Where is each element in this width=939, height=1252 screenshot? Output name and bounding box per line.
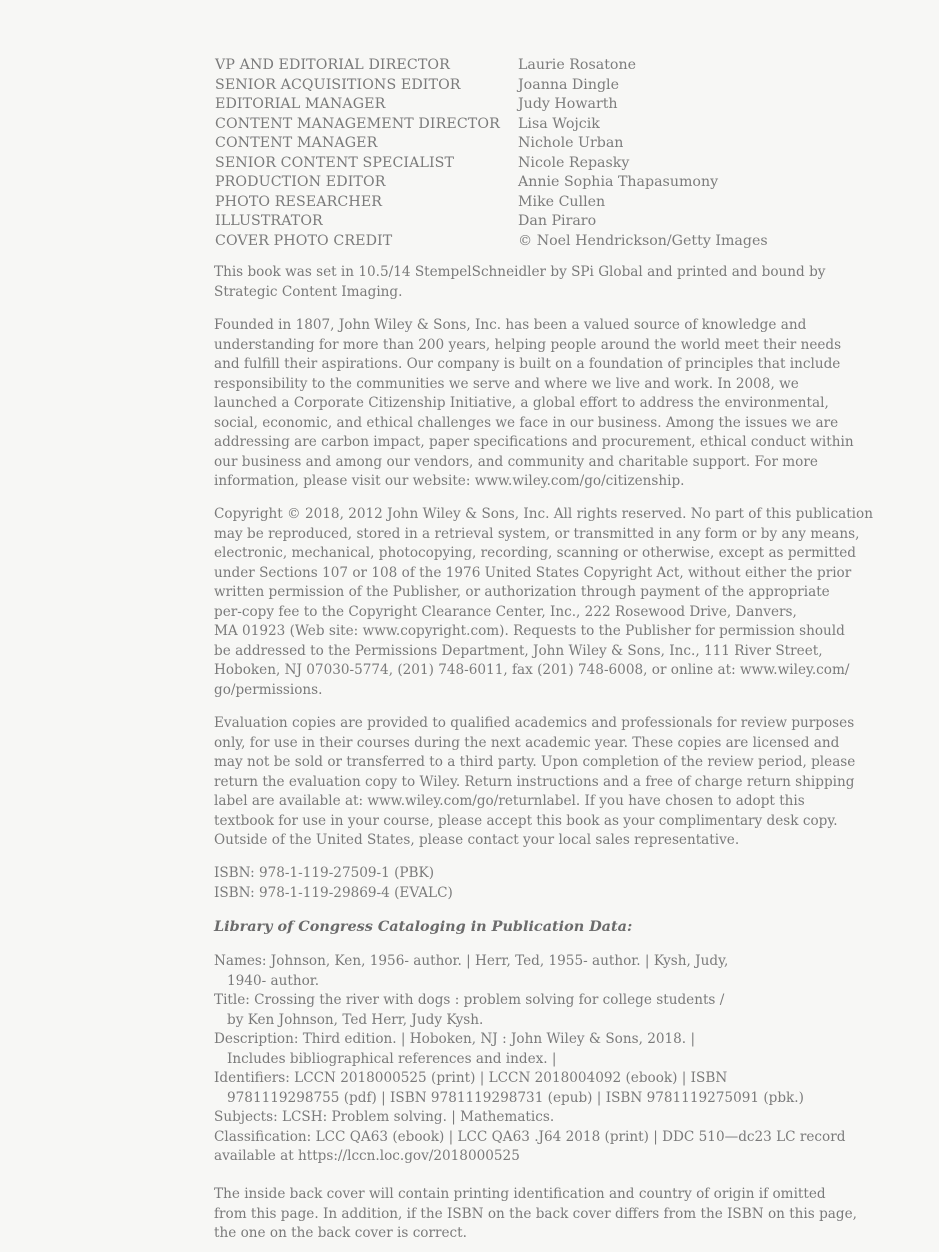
text-line: be addressed to the Permissions Department, John Wiley & Sons, Inc., 111 River Street, [214,642,823,659]
text-line: under Sections 107 or 108 of the 1976 United States Copyright Act, without either the prior [214,564,852,581]
cip-line: Description: Third edition. | Hoboken, NJ : John Wiley & Sons, 2018. | [214,1031,696,1047]
cip-line: Subjects: LCSH: Problem solving. | Mathematics. [214,1109,555,1125]
credit-name: Annie Sophia Thapasumony [518,174,719,190]
text-line: MA 01923 (Web site: www.copyright.com). Requests to the Publisher for permission should [214,623,845,639]
text-line: addressing are carbon impact, paper specifications and procurement, ethical conduct within [214,434,854,450]
back-cover-note [214,1185,857,1244]
text-line: the one on the back cover is correct. [214,1225,467,1241]
cip-line: 9781119298755 (pdf) | ISBN 9781119298731 (epub) | ISBN 9781119275091 (pbk.) [227,1089,804,1106]
credit-row [215,173,768,193]
cip-line: 1940- author. [227,972,320,989]
credit-name: © Noel Hendrickson/Getty Images [518,232,768,249]
isbn-line: ISBN: 978-1-119-29869-4 (EVALC) [214,884,453,901]
isbn-list [214,864,854,903]
credit-row [215,56,768,76]
text-line: social, economic, and ethical challenges we face in our business. Among the issues we are [214,414,839,431]
credit-row [215,193,768,213]
credit-name: Judy Howarth [518,96,618,112]
credit-row [215,232,768,252]
credit-role: COVER PHOTO CREDIT [215,232,393,249]
text-line: may not be sold or transferred to a third party. Upon completion of the review period, please [214,754,856,770]
credit-name: Nicole Repasky [518,154,630,171]
credit-row [215,134,768,154]
credit-row [215,76,768,96]
isbn-line: ISBN: 978-1-119-27509-1 (PBK) [214,865,435,881]
credit-name: Lisa Wojcik [518,115,600,132]
text-line: The inside back cover will contain printing identification and country of origin if omitted [214,1186,826,1202]
credit-role: PHOTO RESEARCHER [215,193,383,210]
credit-role: EDITORIAL MANAGER [215,96,386,112]
typesetting-note [214,263,854,302]
cip-line: Identifiers: LCCN 2018000525 (print) | LCCN 2018004092 (ebook) | ISBN [214,1070,728,1086]
text-line: Strategic Content Imaging. [214,283,403,300]
copyright-paragraph [214,505,873,700]
credit-name: Nichole Urban [518,135,624,151]
text-line: only, for use in their courses during the next academic year. These copies are licensed and [214,734,840,751]
credits-list [215,56,768,251]
credit-row [215,115,768,135]
text-line: Founded in 1807, John Wiley & Sons, Inc. has been a valued source of knowledge and [214,317,807,333]
cip-heading: Library of Congress Cataloging in Publication Data: [214,918,633,935]
cip-line: Classification: LCC QA63 (ebook) | LCC QA63 .J64 2018 (print) | DDC 510—dc23 LC record [214,1128,846,1145]
cip-line: available at https://lccn.loc.gov/2018000525 [214,1148,520,1164]
text-line: go/permissions. [214,681,323,698]
text-line: and fulfill their aspirations. Our company is built on a foundation of principles that include [214,356,841,372]
text-line: Outside of the United States, please contact your local sales representative. [214,832,740,848]
text-line: Evaluation copies are provided to qualified academics and professionals for review purposes [214,715,855,731]
cip-line: Names: Johnson, Ken, 1956- author. | Herr, Ted, 1955- author. | Kysh, Judy, [214,953,729,969]
text-line: responsibility to the communities we serve and where we live and work. In 2008, we [214,375,799,392]
text-line: information, please visit our website: www.wiley.com/go/citizenship. [214,473,685,489]
text-line: understanding for more than 200 years, helping people around the world meet their needs [214,336,842,353]
text-line: electronic, mechanical, photocopying, recording, scanning or otherwise, except as permitted [214,545,857,561]
credit-row [215,212,768,232]
credit-role: SENIOR ACQUISITIONS EDITOR [215,76,461,93]
text-line: from this page. In addition, if the ISBN on the back cover differs from the ISBN on this page, [214,1205,857,1222]
text-line: label are available at: www.wiley.com/go/returnlabel. If you have chosen to adopt this [214,793,805,809]
credit-name: Joanna Dingle [518,76,619,93]
credit-role: PRODUCTION EDITOR [215,174,386,190]
founded-paragraph [214,316,854,492]
cip-line: Includes bibliographical references and index. | [227,1050,557,1067]
credit-name: Laurie Rosatone [518,57,636,73]
credit-role: CONTENT MANAGER [215,135,378,151]
credit-role: VP AND EDITORIAL DIRECTOR [215,57,450,73]
credit-role: SENIOR CONTENT SPECIALIST [215,154,455,171]
text-line: This book was set in 10.5/14 StempelSchneidler by SPi Global and printed and bound by [214,264,826,280]
text-line: our business and among our vendors, and community and charitable support. For more [214,453,818,470]
cip-line: Title: Crossing the river with dogs : problem solving for college students / [214,992,725,1008]
text-line: Copyright © 2018, 2012 John Wiley & Sons, Inc. All rights reserved. No part of this publication [214,506,873,522]
text-line: written permission of the Publisher, or authorization through payment of the appropriate [214,584,830,600]
text-line: may be reproduced, stored in a retrieval system, or transmitted in any form or by any means, [214,525,860,542]
text-line: launched a Corporate Citizenship Initiative, a global effort to address the environmental, [214,395,829,411]
credit-name: Mike Cullen [518,193,606,210]
text-line: Hoboken, NJ 07030-5774, (201) 748-6011, fax (201) 748-6008, or online at: www.wiley.com/ [214,662,850,678]
credit-row [215,154,768,174]
text-line: per-copy fee to the Copyright Clearance Center, Inc., 222 Rosewood Drive, Danvers, [214,603,797,620]
text-line: return the evaluation copy to Wiley. Return instructions and a free of charge return shipping [214,773,855,790]
text-line: textbook for use in your course, please accept this book as your complimentary desk copy. [214,812,838,829]
credit-role: CONTENT MANAGEMENT DIRECTOR [215,115,500,132]
credit-name: Dan Piraro [518,213,597,229]
cip-data [214,952,854,1167]
credit-row [215,95,768,115]
credit-role: ILLUSTRATOR [215,213,323,229]
cip-line: by Ken Johnson, Ted Herr, Judy Kysh. [227,1011,484,1028]
evaluation-paragraph [214,714,854,851]
